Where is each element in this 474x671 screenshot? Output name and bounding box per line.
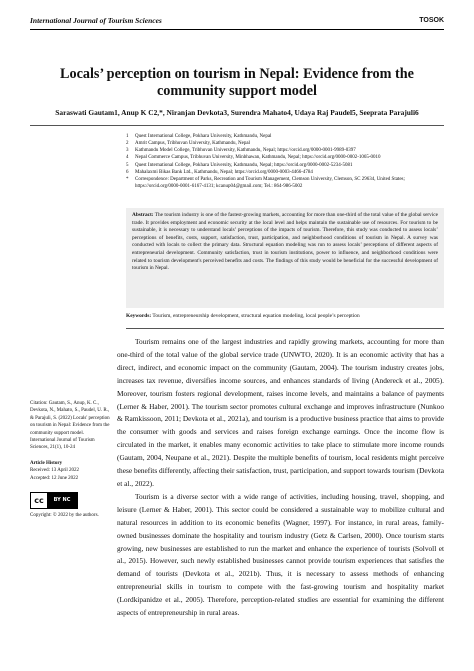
article-sidebar bbox=[30, 400, 110, 519]
keywords bbox=[126, 313, 444, 319]
body-text bbox=[117, 336, 444, 620]
affiliation-number: 1 bbox=[126, 134, 129, 139]
affiliation-text: Quest International College, Pokhara University, Kathmandu, Nepal bbox=[135, 134, 272, 139]
article-history-title: Article History bbox=[30, 460, 63, 466]
author-rule bbox=[30, 125, 444, 126]
affiliation-number: 6 bbox=[126, 169, 129, 175]
affiliation-text: Nepal Commerce Campus, Tribhuvan University, Minbhawan, Kathmandu, Nepal; https://orcid.org/0000-0002-1065-0010 bbox=[135, 155, 381, 161]
affiliations bbox=[126, 133, 444, 190]
affiliation-number: 5 bbox=[126, 162, 129, 168]
affiliation-item bbox=[126, 162, 444, 169]
header-rule bbox=[30, 29, 444, 30]
affiliation-item bbox=[126, 133, 444, 140]
keywords-rule bbox=[126, 328, 444, 329]
affiliation-text: Quest International College, Pokhara University, Kathmandu, Nepal; https://orcid.org/0000-0002-5234-5081 bbox=[135, 162, 353, 168]
affiliation-text: Mahalaxmi Bikas Bank Ltd., Kathmandu, Nepal; https://orcid.org/0000-0003-4466-4784 bbox=[135, 169, 313, 175]
affiliation-number: 3 bbox=[126, 148, 129, 154]
affiliation-number: * bbox=[126, 176, 129, 182]
publisher-name: TOSOK bbox=[419, 16, 444, 24]
citation-text: Citation: Gautam, S., Anup, K. C., Devkota, N., Mahato, S., Paudel, U. R., & Parajuli, S. (2022) Locals' perception on tourism in Nepal: Evidence from the community support model. International Journal of Tourism Sciences, 21(1), 10-24 bbox=[30, 401, 110, 451]
cc-license-badge[interactable] bbox=[30, 492, 78, 509]
paper-title: Locals’ perception on tourism in Nepal: Evidence from the community support model bbox=[60, 66, 414, 99]
affiliation-item bbox=[126, 176, 444, 190]
affiliation-text: Kathmandu Model College, Tribhuvan University, Kathmandu, Nepal; https://orcid.org/0000-0001-9989-0397 bbox=[135, 148, 356, 154]
by-nc-icon: BY NC bbox=[47, 493, 77, 508]
body-paragraph: Tourism remains one of the largest industries and rapidly growing markets, accounting for more than one-third of the total value of the global service trade (UNWTO, 2020). It is an economic activity that has a direct, indirect, and economic impact on the community (Gautam, 2004). The tourism industry creates jobs, increases tax revenue, diversifies income sources, and enhances standards of living (Andereck et al., 2005). Moreover, tourism fosters regional development, raises income levels, and maintains a balance of payments (Lerner & Haber, 2001). The tourism sector promotes cultural exchange and improves infrastructure (Nunkoo & Ramkissoon, 2011; Devkota et al., 2021a), and tourism is a productive business practice that aims to provide the consumer with goods and services and raises foreign exchange earnings. Once the income flow is circulated in the market, it enables many economic activities to take place to stimulate more income rounds (Gautam, 2004, Neupane et al., 2021). Despite the multiple benefits of tourism, local residents might perceive these benefits differently, affecting their satisfaction, trust, participation, and support towards tourism (Devkota et al., 2022). bbox=[117, 337, 444, 488]
keywords-label: Keywords: bbox=[126, 313, 152, 319]
copyright-text: Copyright: © 2022 by the authors. bbox=[30, 513, 99, 519]
abstract-text: The tourism industry is one of the fastest-growing markets, accounting for more than one-third of the total value of the global service trade. It provides employment and economic security at the local level and helps maintain the sustainable use of resources. For tourism to be sustainable, it is necessary to understand locals’ perceptions of the impacts of tourism. Therefore, this study was conducted to assess locals’ perceptions of benefits, costs, support, satisfaction, trust, participation, and neighborhood conditions of tourism in Nepal. A survey was conducted with locals to collect the primary data. Structural equation modeling was run to assess locals’ perceptions of different aspects of entrepreneurial development. Community satisfaction, trust in tourism institutions, power to influence, and neighborhood conditions were related to tourism development's perceived benefits and costs. The findings of this study would be beneficial for the successful development of tourism in Nepal. bbox=[132, 212, 439, 272]
affiliation-item bbox=[126, 154, 444, 161]
keywords-text: Tourism, entrepreneurship development, structural equation modeling, local people’s perception bbox=[152, 313, 360, 319]
affiliation-item bbox=[126, 147, 444, 154]
page-header bbox=[30, 12, 444, 28]
affiliation-text: Amrit Campus, Tribhuvan University, Kathmandu, Nepal bbox=[135, 141, 250, 147]
accepted-date: Accepted: 12 June 2022 bbox=[30, 475, 79, 481]
affiliation-item bbox=[126, 140, 444, 147]
abstract-box bbox=[126, 208, 444, 308]
author-list: Saraswati Gautam1, Anup K C2,*, Niranjan Devkota3, Surendra Mahato4, Udaya Raj Paudel5, Seeprata Parajuli6 bbox=[55, 108, 419, 117]
affiliation-item bbox=[126, 169, 444, 176]
cc-icon: cc bbox=[31, 493, 47, 508]
affiliation-text: Correspondence: Department of Parks, Recreation and Tourism Management, Clemson University, Clemson, SC 29634, United States; https://orcid.org/0000-0001-6167-4131; kcanup04@gmail.com; Tel.: 864-986-5002 bbox=[135, 176, 405, 190]
body-paragraph: Tourism is a diverse sector with a wide range of activities, including housing, travel, shopping, and leisure (Lerner & Haber, 2001). This sector could be considered a sustainable way to mobilize cultural and natural resources in addition to its economic benefits (Wagner, 1997). For instance, in rural areas, family-owned businesses dominate the hospitality and tourism industry (Getz & Carlsen, 2000). Once tourism starts growing, new businesses are established to run the market and enhance the experience of tourists (Solvoll et al., 2015). However, such newly established businesses cannot provide tourism experiences that satisfies the demand of tourists (Devkota et al., 2021b). Thus, it is necessary to assess methods of enhancing entrepreneurial skills in tourism to compete with the fast-growing tourism and hospitality market (Lordkipanidze et al., 2005). Therefore, perception-related studies are essential for examining the different aspects of entrepreneurship in rural areas. bbox=[117, 491, 444, 618]
received-date: Received: 13 April 2022 bbox=[30, 468, 80, 474]
journal-name: International Journal of Tourism Sciences bbox=[30, 15, 162, 25]
affiliation-number: 2 bbox=[126, 141, 129, 147]
affiliation-number: 4 bbox=[126, 155, 129, 161]
abstract-label: Abstract: bbox=[132, 212, 154, 218]
